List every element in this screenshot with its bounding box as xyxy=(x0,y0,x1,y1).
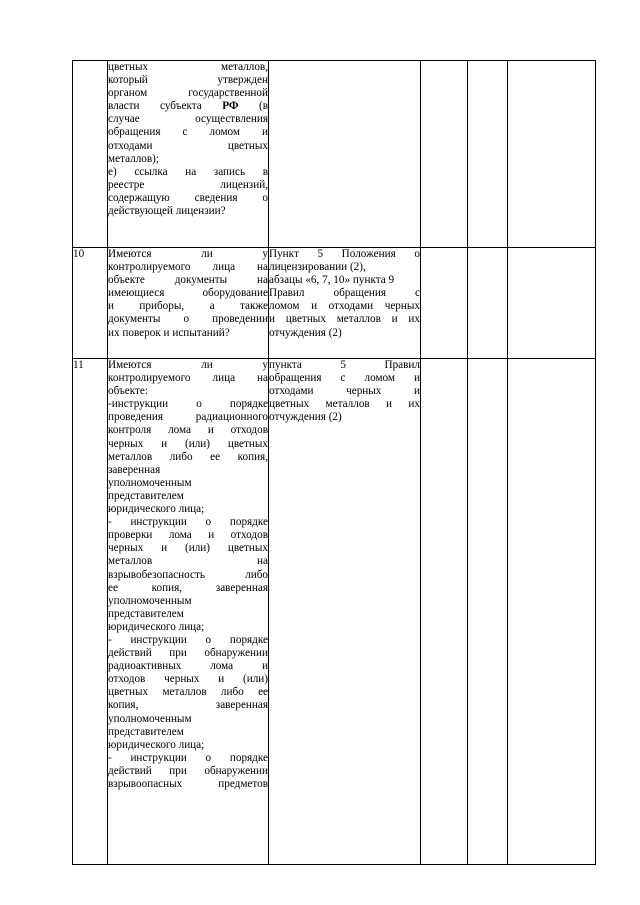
question-cell-line: содержащую сведения о xyxy=(108,191,268,204)
table-row xyxy=(73,359,596,865)
question-cell-line: обращения с ломом и xyxy=(108,126,268,139)
question-cell-line: взрывобезопасность либо xyxy=(108,568,268,581)
question-cell-line: контролируемого лица на xyxy=(108,261,268,274)
question-cell-line: - инструкции о порядке xyxy=(108,516,268,529)
question-cell-line: цветных металлов либо ее xyxy=(108,686,268,699)
checklist-body xyxy=(73,61,596,865)
row-number xyxy=(73,61,108,248)
question-cell-line: представителем xyxy=(108,725,184,738)
question-cell-line: органом государственной xyxy=(108,87,268,100)
question-cell-line: контролируемого лица на xyxy=(108,372,268,385)
empty-cell-yes xyxy=(421,359,468,865)
question-cell-line: юридического лица; xyxy=(108,503,205,516)
empty-cell-yes xyxy=(421,248,468,359)
reference-cell-line: обращения с ломом и xyxy=(269,372,420,385)
question-cell-line: представителем xyxy=(108,607,184,620)
question-cell-line: который утвержден xyxy=(108,74,268,87)
question-cell-line: металлов либо ее копия, xyxy=(108,450,268,463)
question-cell-line: их поверок и испытаний? xyxy=(108,326,230,339)
reference-cell-line: пункта 5 Правил xyxy=(269,359,420,371)
question-cell-line: отходами цветных xyxy=(108,139,268,152)
reference-cell xyxy=(269,61,421,248)
question-cell-line: е) ссылка на запись в xyxy=(108,165,268,178)
question-cell-line: юридического лица; xyxy=(108,738,205,751)
question-cell-line: Имеются ли у xyxy=(108,248,268,260)
question-cell-line: металлов на xyxy=(108,555,268,568)
reference-cell-line: ломом и отходами черных xyxy=(269,300,420,313)
empty-cell-no xyxy=(468,359,508,865)
reference-cell-line: Пункт 5 Положения о xyxy=(269,248,420,260)
question-cell-line: ее копия, заверенная xyxy=(108,581,268,594)
empty-cell-no xyxy=(468,61,508,248)
reference-cell-line: Правил обращения с xyxy=(269,287,420,300)
question-cell-line: копия, заверенная xyxy=(108,699,268,712)
empty-cell-yes xyxy=(421,61,468,248)
question-cell-line: и приборы, а также xyxy=(108,300,268,313)
reference-cell-line: цветных металлов и их xyxy=(269,398,420,411)
reference-cell-line: отходами черных и xyxy=(269,385,420,398)
reference-cell xyxy=(269,248,421,359)
question-cell-line: объекте: xyxy=(108,385,149,398)
row-number: 10 xyxy=(73,248,108,359)
question-cell-line: уполномоченным xyxy=(108,594,192,607)
question-cell-line: Имеются ли у xyxy=(108,359,268,371)
question-cell-line: действий при обнаружении xyxy=(108,764,268,777)
question-cell-line: цветных металлов, xyxy=(108,61,268,73)
reference-cell-line: абзацы «6, 7, 10» пункта 9 xyxy=(269,274,395,287)
reference-cell-line: отчуждения (2) xyxy=(269,411,342,424)
question-cell-line: реестре лицензий, xyxy=(108,178,268,191)
reference-cell xyxy=(269,359,421,865)
reference-cell-line: лицензировании (2), xyxy=(269,261,366,274)
question-cell-line: проведения радиационного xyxy=(108,411,268,424)
question-cell-line: радиоактивных лома и xyxy=(108,660,268,673)
question-cell-line: проверки лома и отходов xyxy=(108,529,268,542)
question-cell-line: действий при обнаружении xyxy=(108,647,268,660)
question-cell-line: отходов черных и (или) xyxy=(108,673,268,686)
question-cell-line: случае осуществления xyxy=(108,113,268,126)
row-number: 11 xyxy=(73,359,108,865)
table-row xyxy=(73,61,596,248)
question-cell-line: документы о проведении xyxy=(108,313,268,326)
question-cell-line: представителем xyxy=(108,489,184,502)
question-cell-line: уполномоченным xyxy=(108,476,192,489)
empty-cell-note xyxy=(508,61,596,248)
question-cell-line: объекте документы на xyxy=(108,274,268,287)
question-cell-line: уполномоченным xyxy=(108,712,192,725)
question-cell xyxy=(108,359,269,865)
question-cell-line: взрывоопасных предметов xyxy=(108,778,268,790)
reference-cell-line: отчуждения (2) xyxy=(269,326,342,339)
question-cell-line: металлов); xyxy=(108,152,160,165)
question-cell-line: - инструкции о порядке xyxy=(108,751,268,764)
question-cell-line: черных и (или) цветных xyxy=(108,542,268,555)
question-cell-line: черных и (или) цветных xyxy=(108,437,268,450)
question-cell-line: -инструкции о порядке xyxy=(108,398,268,411)
question-cell xyxy=(108,248,269,359)
question-cell-line: юридического лица; xyxy=(108,620,205,633)
empty-cell-note xyxy=(508,359,596,865)
question-cell-line: имеющиеся оборудование xyxy=(108,287,268,300)
question-cell-line: - инструкции о порядке xyxy=(108,633,268,646)
checklist-table xyxy=(72,60,596,865)
question-cell-line: контроля лома и отходов xyxy=(108,424,268,437)
question-cell-line: заверенная xyxy=(108,463,161,476)
empty-cell-note xyxy=(508,248,596,359)
question-cell xyxy=(108,61,269,248)
reference-cell-line: и цветных металлов и их xyxy=(269,313,420,326)
question-cell-line: власти субъекта РФ (в xyxy=(108,100,269,113)
question-cell-line: действующей лицензии? xyxy=(108,205,226,218)
empty-cell-no xyxy=(468,248,508,359)
table-row xyxy=(73,248,596,359)
